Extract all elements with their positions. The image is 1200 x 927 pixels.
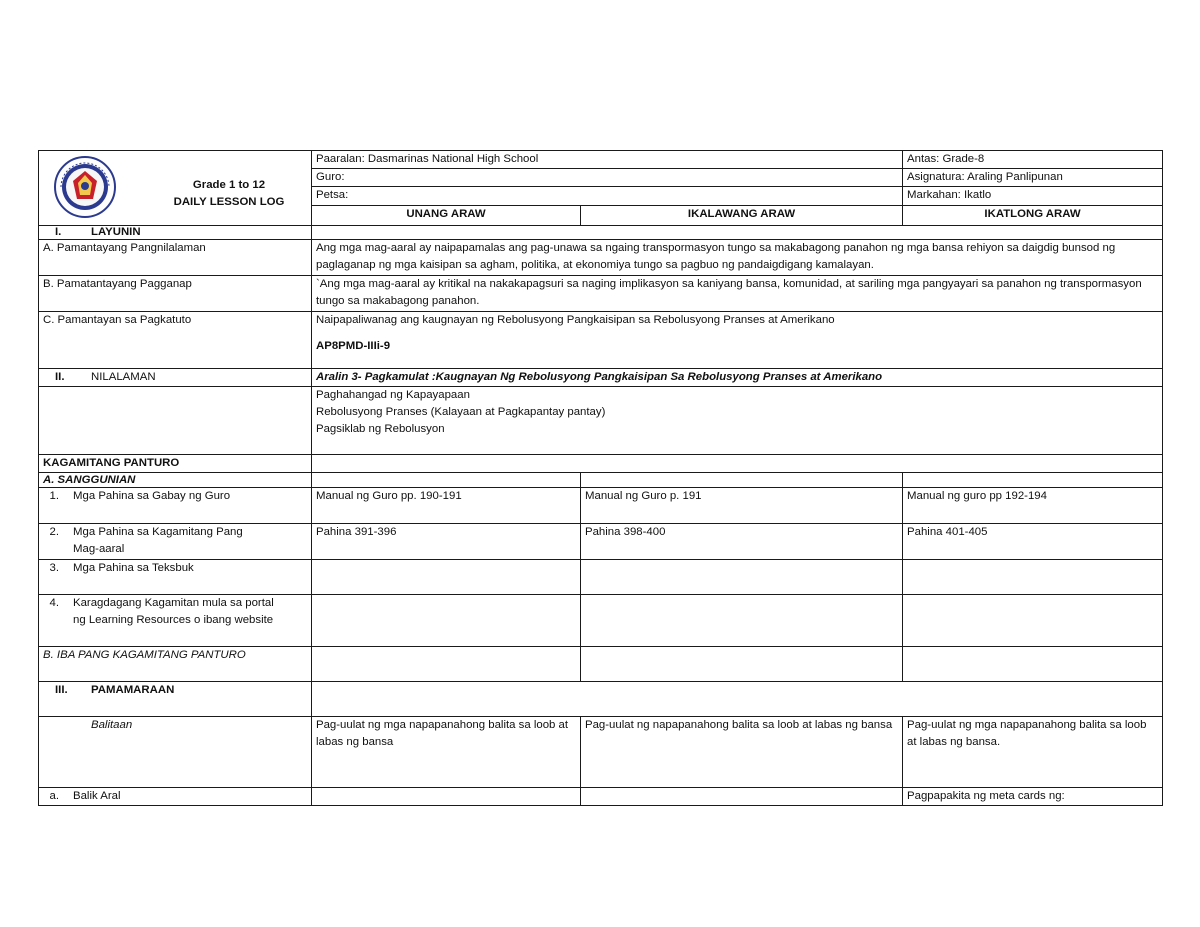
section-nilalaman: II. NILALAMAN	[39, 369, 312, 387]
nilalaman-topics	[312, 387, 1163, 455]
balitaan-day2: Pag-uulat ng napapanahong balita sa loob at labas ng bansa	[581, 717, 903, 788]
karagdagang-kagamitan-day3	[903, 595, 1163, 647]
kagamitang-mag-aaral-day1: Pahina 391-396	[312, 524, 581, 560]
teksbuk-day2	[581, 560, 903, 595]
deped-seal-icon	[53, 155, 117, 219]
section-pamamaraan: III. PAMAMARAAN	[39, 682, 312, 717]
section-layunin: I. LAYUNIN	[39, 226, 312, 240]
balik-aral-day1	[312, 788, 581, 806]
section-nilalaman-label: NILALAMAN	[91, 371, 156, 383]
kagamitang-mag-aaral-day2: Pahina 398-400	[581, 524, 903, 560]
sanggunian-day1	[312, 473, 581, 488]
teksbuk-label: 3. Mga Pahina sa Teksbuk	[39, 560, 312, 595]
grade-level-field: Antas: Grade-8	[903, 151, 1163, 169]
header-title-line1: Grade 1 to 12	[192, 179, 266, 191]
iba-pang-kagamitan-label: B. IBA PANG KAGAMITANG PANTURO	[39, 647, 312, 682]
pamantayang-pagganap-text: `Ang mga mag-aaral ay kritikal na nakakapagsuri sa naging implikasyon sa kaniyang bansa, komunidad, at sariling mga pangyayari sa panahon ng transpormasyon tungo sa makabagong panahon.	[312, 276, 1163, 312]
balitaan-day1: Pag-uulat ng mga napapanahong balita sa loob at labas ng bansa	[312, 717, 581, 788]
iba-pang-day1	[312, 647, 581, 682]
balitaan-day3: Pag-uulat ng mga napapanahong balita sa loob at labas ng bansa.	[903, 717, 1163, 788]
column-header-day3: IKATLONG ARAW	[903, 205, 1163, 225]
teksbuk-day3	[903, 560, 1163, 595]
iba-pang-day2	[581, 647, 903, 682]
section-layunin-label: LAYUNIN	[91, 226, 141, 238]
nilalaman-empty	[39, 387, 312, 455]
daily-lesson-log-table	[38, 150, 1163, 806]
kagamitang-panturo-empty	[312, 455, 1163, 473]
gabay-guro-day3: Manual ng guro pp 192-194	[903, 488, 1163, 524]
pamantayang-pangnilalaman-label: A. Pamantayang Pangnilalaman	[39, 240, 312, 276]
pamantayan-pagkatuto-text: Naipapaliwanag ang kaugnayan ng Rebolusyong Pangkaisipan sa Rebolusyong Pranses at Amerikano	[316, 314, 835, 326]
date-field: Petsa:	[312, 187, 903, 205]
balik-aral-day2	[581, 788, 903, 806]
iba-pang-day3	[903, 647, 1163, 682]
balitaan-label: Balitaan	[39, 717, 312, 788]
section-pamamaraan-label: PAMAMARAAN	[91, 684, 175, 696]
topic-item: Paghahangad ng Kapayapaan	[316, 389, 470, 401]
kagamitang-mag-aaral-label: 2. Mga Pahina sa Kagamitang Pang Mag-aaral	[39, 524, 312, 560]
kagamitang-mag-aaral-day3: Pahina 401-405	[903, 524, 1163, 560]
pamantayang-pagganap-label: B. Pamatantayang Pagganap	[39, 276, 312, 312]
column-header-day1: UNANG ARAW	[312, 205, 581, 225]
pamantayan-pagkatuto-label: C. Pamantayan sa Pagkatuto	[39, 312, 312, 369]
balik-aral-day3: Pagpapakita ng meta cards ng:	[903, 788, 1163, 806]
header-title-line2: DAILY LESSON LOG	[173, 196, 285, 208]
aralin-title: Aralin 3- Pagkamulat :Kaugnayan Ng Rebolusyong Pangkaisipan Sa Rebolusyong Pranses at Amerikano	[312, 369, 1163, 387]
competency-code: AP8PMD-IIIi-9	[316, 340, 391, 352]
topic-item: Pagsiklab ng Rebolusyon	[316, 423, 445, 435]
school-field: Paaralan: Dasmarinas National High School	[312, 151, 903, 169]
gabay-guro-day1: Manual ng Guro pp. 190-191	[312, 488, 581, 524]
pamantayan-pagkatuto-cell	[312, 312, 1163, 369]
gabay-guro-label: 1. Mga Pahina sa Gabay ng Guro	[39, 488, 312, 524]
karagdagang-kagamitan-day1	[312, 595, 581, 647]
karagdagang-kagamitan-label: 4. Karagdagang Kagamitan mula sa portal ng Learning Resources o ibang website	[39, 595, 312, 647]
section-pamamaraan-empty	[312, 682, 1163, 717]
teksbuk-day1	[312, 560, 581, 595]
sanggunian-day2	[581, 473, 903, 488]
column-header-day2: IKALAWANG ARAW	[581, 205, 903, 225]
header-title	[151, 165, 307, 211]
subject-field: Asignatura: Araling Panlipunan	[903, 169, 1163, 187]
sanggunian-label: A. SANGGUNIAN	[39, 473, 312, 488]
teacher-field: Guro:	[312, 169, 903, 187]
kagamitang-panturo-label: KAGAMITANG PANTURO	[39, 455, 312, 473]
header-logo-cell	[39, 151, 312, 226]
topic-item: Rebolusyong Pranses (Kalayaan at Pagkapantay pantay)	[316, 406, 606, 418]
balik-aral-label: a. Balik Aral	[39, 788, 312, 806]
sanggunian-day3	[903, 473, 1163, 488]
quarter-field: Markahan: Ikatlo	[903, 187, 1163, 205]
pamantayang-pangnilalaman-text: Ang mga mag-aaral ay naipapamalas ang pag-unawa sa ngaing transpormasyon tungo sa makabagong panahon ng mga bansa rehiyon sa daigdig bunsod ng paglaganap ng mga kaisipan sa agham, politika, at ekonomiya tungo sa pagbuo ng pandaigdigang kamalayan.	[312, 240, 1163, 276]
gabay-guro-day2: Manual ng Guro p. 191	[581, 488, 903, 524]
section-layunin-empty	[312, 226, 1163, 240]
karagdagang-kagamitan-day2	[581, 595, 903, 647]
